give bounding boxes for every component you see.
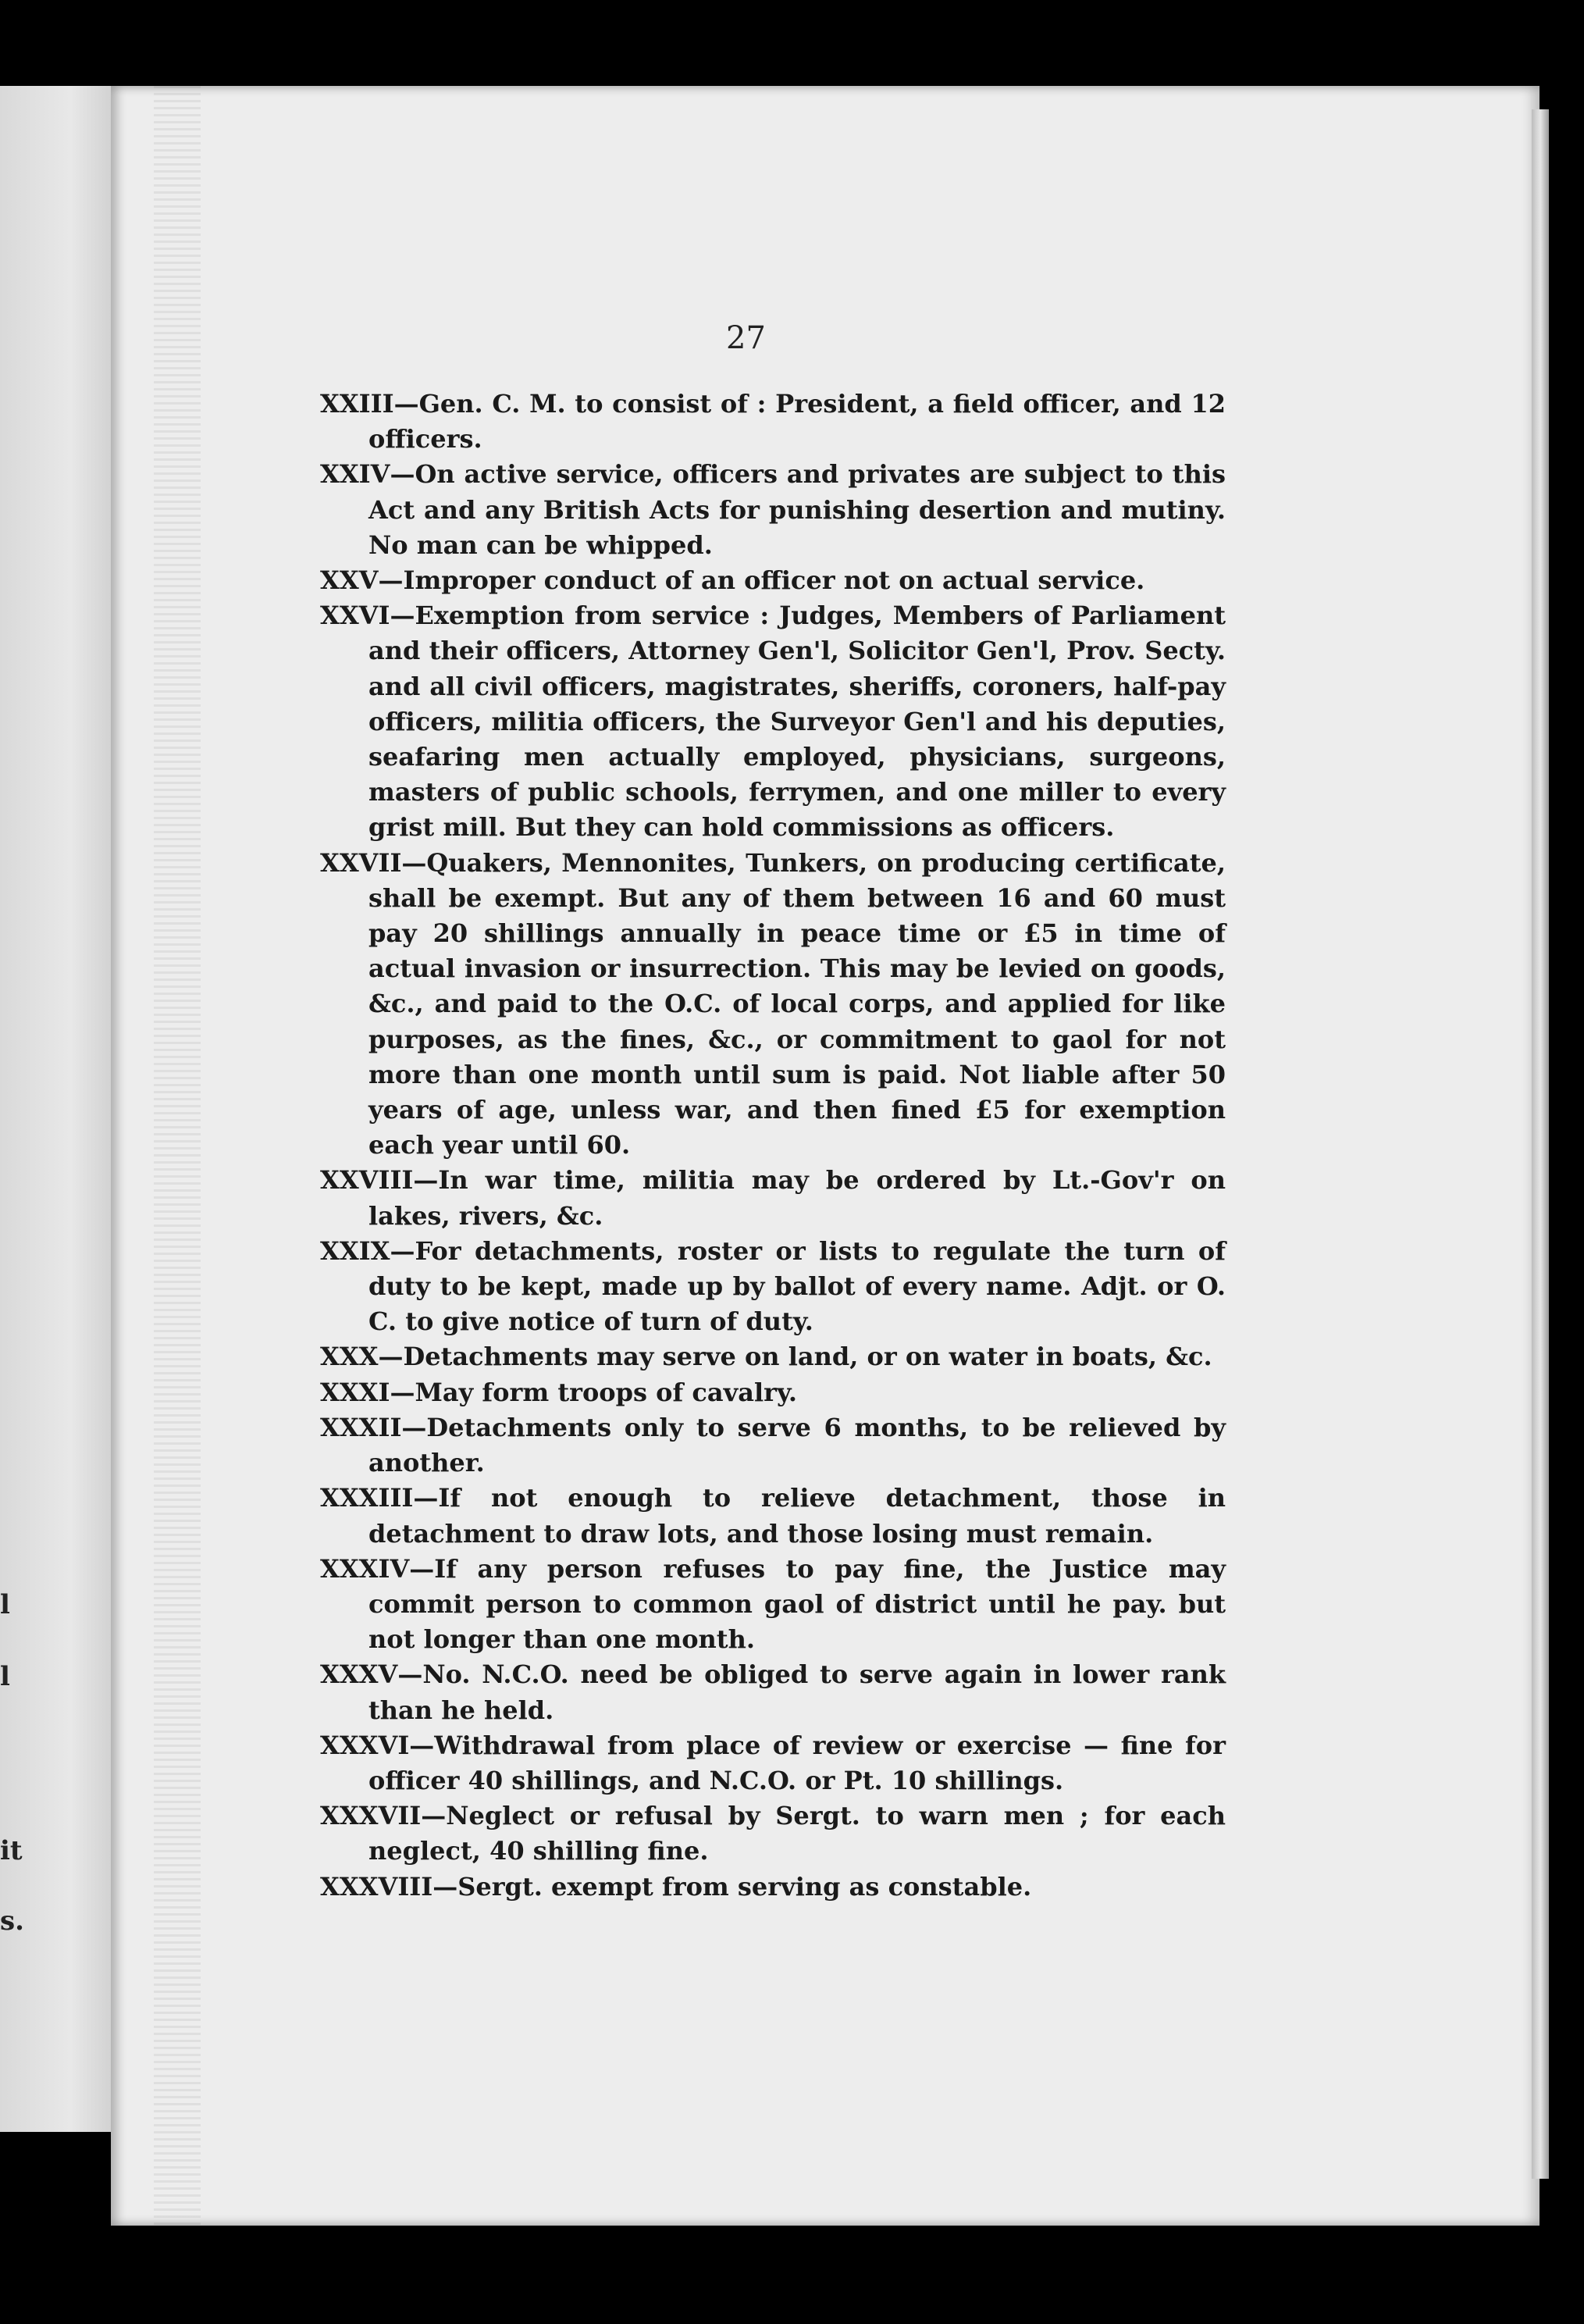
entry-xxix: XXIX—For detachments, roster or lists to regulate the turn of duty to be kept, made up by ballot of every name. Adjt. or O. C. to give notice of turn of duty. <box>320 1235 1226 1337</box>
entry-xxx: XXX—Detachments may serve on land, or on water in boats, &c. <box>320 1342 1212 1372</box>
entry-xxiii: XXIII—Gen. C. M. to consist of : President, a field officer, and 12 officers. <box>320 389 1226 454</box>
facing-page-edge <box>0 86 117 2132</box>
entry-xxvi: XXVI—Exemption from service : Judges, Members of Parliament and their officers, Attorney Gen'l, Solicitor Gen'l, Prov. Secty. and all civil officers, magistrates, sheriffs, coroners, half-pay officers, militia officers, the Surveyor Gen'l and his deputies, seafaring men actually employed, physicians, surgeons, masters of public schools, ferrymen, and one miller to every grist mill. But they can hold commissions as officers. <box>320 601 1226 843</box>
facing-page-fragment: l <box>0 1589 10 1620</box>
entry-xxxiii: XXXIII—If not enough to relieve detachment, those in detachment to draw lots, and those losing must remain. <box>320 1483 1226 1549</box>
entry-xxviii: XXVIII—In war time, militia may be ordered by Lt.-Gov'r on lakes, rivers, &c. <box>320 1165 1226 1231</box>
entry-xxxiv: XXXIV—If any person refuses to pay fine, the Justice may commit person to common gaol of district until he pay. but not longer than one month. <box>320 1553 1226 1655</box>
facing-page-fragment: s. <box>0 1905 24 1937</box>
page-right-edge <box>1532 109 1549 2179</box>
entry-xxxi: XXXI—May form troops of cavalry. <box>320 1377 798 1407</box>
page-number: 27 <box>726 320 766 356</box>
entry-xxxii: XXXII—Detachments only to serve 6 months, to be relieved by another. <box>320 1412 1226 1478</box>
facing-page-fragment: it <box>0 1835 23 1866</box>
entry-xxxvi: XXXVI—Withdrawal from place of review or exercise — fine for officer 40 shillings, and N.C.O. or Pt. 10 shillings. <box>320 1730 1226 1795</box>
entry-xxiv: XXIV—On active service, officers and privates are subject to this Act and any British Acts for punishing desertion and mutiny. No man can be whipped. <box>320 459 1226 560</box>
page-body <box>320 387 1226 1905</box>
entry-xxxvii: XXXVII—Neglect or refusal by Sergt. to warn men ; for each neglect, 40 shilling fine. <box>320 1801 1226 1866</box>
entry-xxvii: XXVII—Quakers, Mennonites, Tunkers, on producing certificate, shall be exempt. But any of them between 16 and 60 must pay 20 shillings annually in peace time or £5 in time of actual invasion or insurrection. This may be levied on goods, &c., and paid to the O.C. of local corps, and applied for like purposes, as the fines, &c., or commitment to gaol for not more than one month until sum is paid. Not liable after 50 years of age, unless war, and then fined £5 for exemption each year until 60. <box>320 847 1226 1160</box>
facing-page-fragment: l <box>0 1661 10 1692</box>
entry-xxv: XXV—Improper conduct of an officer not on actual service. <box>320 565 1145 596</box>
entry-xxxviii: XXXVIII—Sergt. exempt from serving as constable. <box>320 1871 1032 1902</box>
entry-xxxv: XXXV—No. N.C.O. need be obliged to serve again in lower rank than he held. <box>320 1659 1226 1725</box>
